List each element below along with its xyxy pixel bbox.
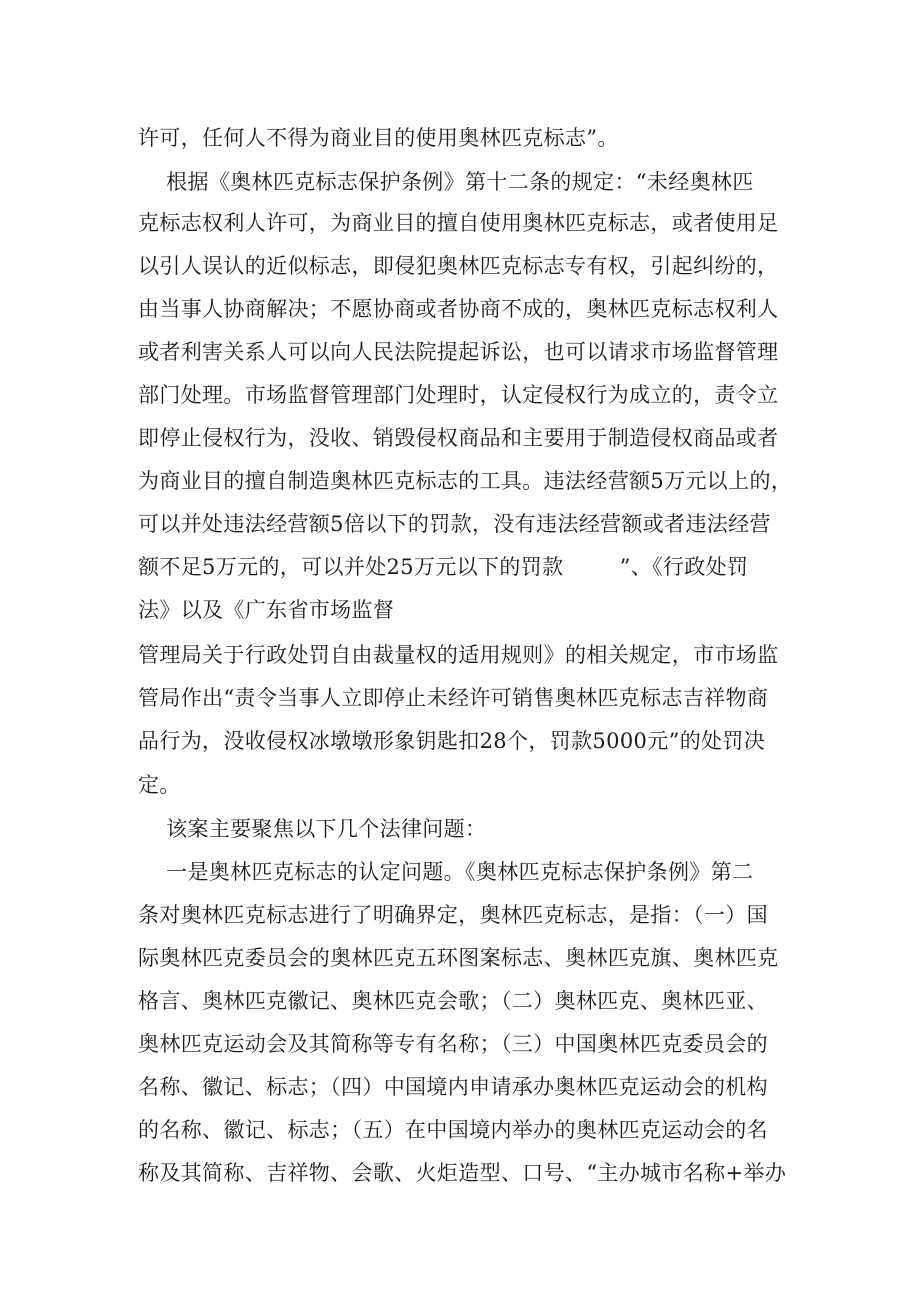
text-line: 由当事人协商解决；不愿协商或者协商不成的，奥林匹克标志权利人 (138, 297, 779, 321)
text-line: 根据《奥林匹克标志保护条例》第十二条的规定：“未经奥林匹 (138, 170, 754, 194)
text-line: 即停止侵权行为，没收、销毁侵权商品和主要用于制造侵权商品或者 (138, 426, 779, 450)
text-line: 条对奥林匹克标志进行了明确界定，奥林匹克标志，是指：（一）国 (138, 903, 768, 927)
text-line: 定。 (138, 773, 181, 797)
text-line: 可以并处违法经营额5倍以下的罚款，没有违法经营额或者违法经营 (138, 512, 771, 536)
text-line: 管局作出“责令当事人立即停止未经许可销售奥林匹克标志吉祥物商 (138, 686, 769, 710)
text-line: 以引人误认的近似标志，即侵犯奥林匹克标志专有权，引起纠纷的， (138, 254, 779, 278)
text-line: 为商业目的擅自制造奥林匹克标志的工具。违法经营额5万元以上的， (138, 469, 793, 493)
text-line: 格言、奥林匹克徽记、奥林匹克会歌；（二）奥林匹克、奥林匹亚、 (138, 989, 768, 1013)
text-line: 额不足5万元的，可以并处25万元以下的罚款 ”、《行政处罚 (138, 555, 749, 579)
text-line: 法》以及《广东省市场监督 (138, 598, 395, 622)
text-line: 该案主要聚焦以下几个法律问题： (138, 817, 487, 841)
text-line: 管理局关于行政处罚自由裁量权的适用规则》的相关规定，市市场监 (138, 643, 779, 667)
text-line: 部门处理。市场监督管理部门处理时，认定侵权行为成立的，责令立 (138, 383, 779, 407)
text-line: 的名称、徽记、标志；（五）在中国境内举办的奥林匹克运动会的名 (138, 1118, 768, 1142)
text-line: 品行为，没收侵权冰墩墩形象钥匙扣28个，罚款5000元”的处罚决 (138, 729, 766, 753)
text-line: 克标志权利人许可，为商业目的擅自使用奥林匹克标志，或者使用足 (138, 211, 779, 235)
text-line: 称及其简称、吉祥物、会歌、火炬造型、口号、“主办城市名称+举办 (138, 1161, 787, 1185)
text-line: 或者利害关系人可以向人民法院提起诉讼，也可以请求市场监督管理 (138, 340, 779, 364)
text-line: 奥林匹克运动会及其简称等专有名称；（三）中国奥林匹克委员会的 (138, 1032, 768, 1056)
text-line: 许可，任何人不得为商业目的使用奥林匹克标志”。 (138, 126, 619, 150)
text-line: 际奥林匹克委员会的奥林匹克五环图案标志、奥林匹克旗、奥林匹克 (138, 946, 779, 970)
text-line: 名称、徽记、标志；（四）中国境内申请承办奥林匹克运动会的机构 (138, 1075, 768, 1099)
text-line: 一是奥林匹克标志的认定问题。《奥林匹克标志保护条例》第二 (138, 860, 754, 884)
